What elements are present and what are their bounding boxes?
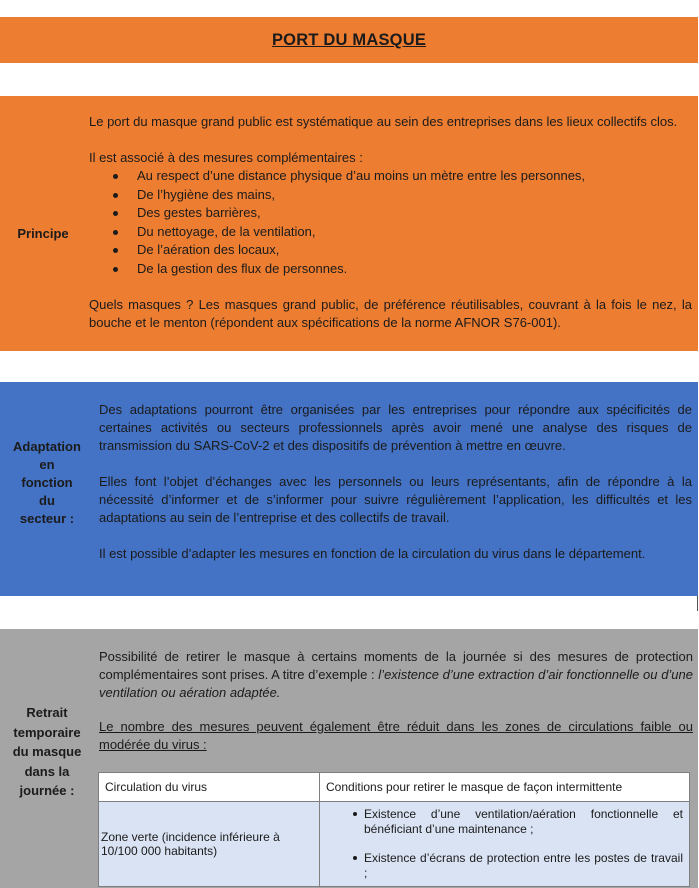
table-row [99,802,690,887]
table-header-cell: Conditions pour retirer le masque de façon intermittente [320,773,690,802]
list-item: De la gestion des flux de personnes. [137,260,692,279]
label-line: secteur : [19,511,75,526]
principe-measures-list [89,167,692,278]
retrait-text: Possibilité de retirer le masque à certains moments de la journée si des mesures de protection complémentaires sont prises. A titre d’exemple : [99,649,693,682]
table-cell-zone: Zone verte (incidence inférieure à 10/100 000 habitants) [99,802,320,887]
divider-mark [697,596,698,611]
adaptation-paragraph-3: Il est possible d’adapter les mesures en fonction de la circulation du virus dans le département. [99,546,646,561]
label-line: Adaptation [13,439,81,454]
list-item: Existence d’écrans de protection entre les postes de travail ; [364,851,683,880]
section-content-retrait [99,648,693,754]
section-content-adaptation [99,401,692,563]
section-label-adaptation [0,438,94,528]
page-title: PORT DU MASQUE [271,30,427,49]
adaptation-paragraph-2: Elles font l’objet d’échanges avec les personnels ou leurs représentants, afin de répondre à la nécessité d’informer et de s’informer pour suivre régulièrement l’application, les difficultés et les adaptations au sein de l’entreprise et des collectifs de travail. [99,474,692,525]
retrait-example: l’existence d’une extraction d’air fonctionnelle ou d’une ventilation ou aération adaptée. [99,667,693,700]
section-label-retrait [0,703,94,801]
principe-masks-text: Quels masques ? Les masques grand public, de préférence réutilisables, couvrant à la fois le nez, la bouche et le menton (répondent aux spécifications de la norme AFNOR S76-001). [89,297,692,330]
label-line: temporaire [13,724,81,740]
list-item: De l’aération des locaux, [137,241,692,260]
section-retrait [0,629,698,888]
label-line: journée : [19,783,75,798]
section-adaptation [0,382,698,596]
retrait-paragraph-2: Le nombre des mesures peuvent également être réduit dans les zones de circulations faible ou modérée du virus : [99,719,693,752]
table-cell-conditions [320,802,690,887]
label-line: du [39,493,55,508]
table-header-cell: Circulation du virus [99,773,320,802]
title-banner [0,17,698,63]
list-item: Du nettoyage, de la ventilation, [137,223,692,242]
section-label-principe: Principe [17,226,69,241]
label-line: dans la [24,763,70,779]
list-item: Au respect d’une distance physique d’au moins un mètre entre les personnes, [137,167,692,186]
list-item: Existence d’une ventilation/aération fonctionnelle et bénéficiant d’une maintenance ; [364,807,683,836]
list-item: Des gestes barrières, [137,204,692,223]
conditions-table [98,772,690,887]
label-line: Retrait [26,705,68,720]
conditions-list [326,807,683,881]
list-item: De l’hygiène des mains, [137,186,692,205]
principe-lead: Il est associé à des mesures complémentaires : [89,150,363,165]
label-line: fonction [21,475,73,490]
label-line: en [39,457,55,472]
principe-intro: Le port du masque grand public est systématique au sein des entreprises dans les lieux collectifs clos. [89,114,678,129]
label-line: du masque [12,744,82,759]
section-content-principe [89,113,692,332]
section-principe [0,96,698,351]
retrait-paragraph-1 [99,648,693,702]
adaptation-paragraph-1: Des adaptations pourront être organisées par les entreprises pour répondre aux spécificités de certaines activités ou secteurs professionnels après avoir mené une analyse des risques de transmission du SARS-CoV-2 et des dispositifs de prévention à mettre en œuvre. [99,402,692,453]
table-header-row [99,773,690,802]
